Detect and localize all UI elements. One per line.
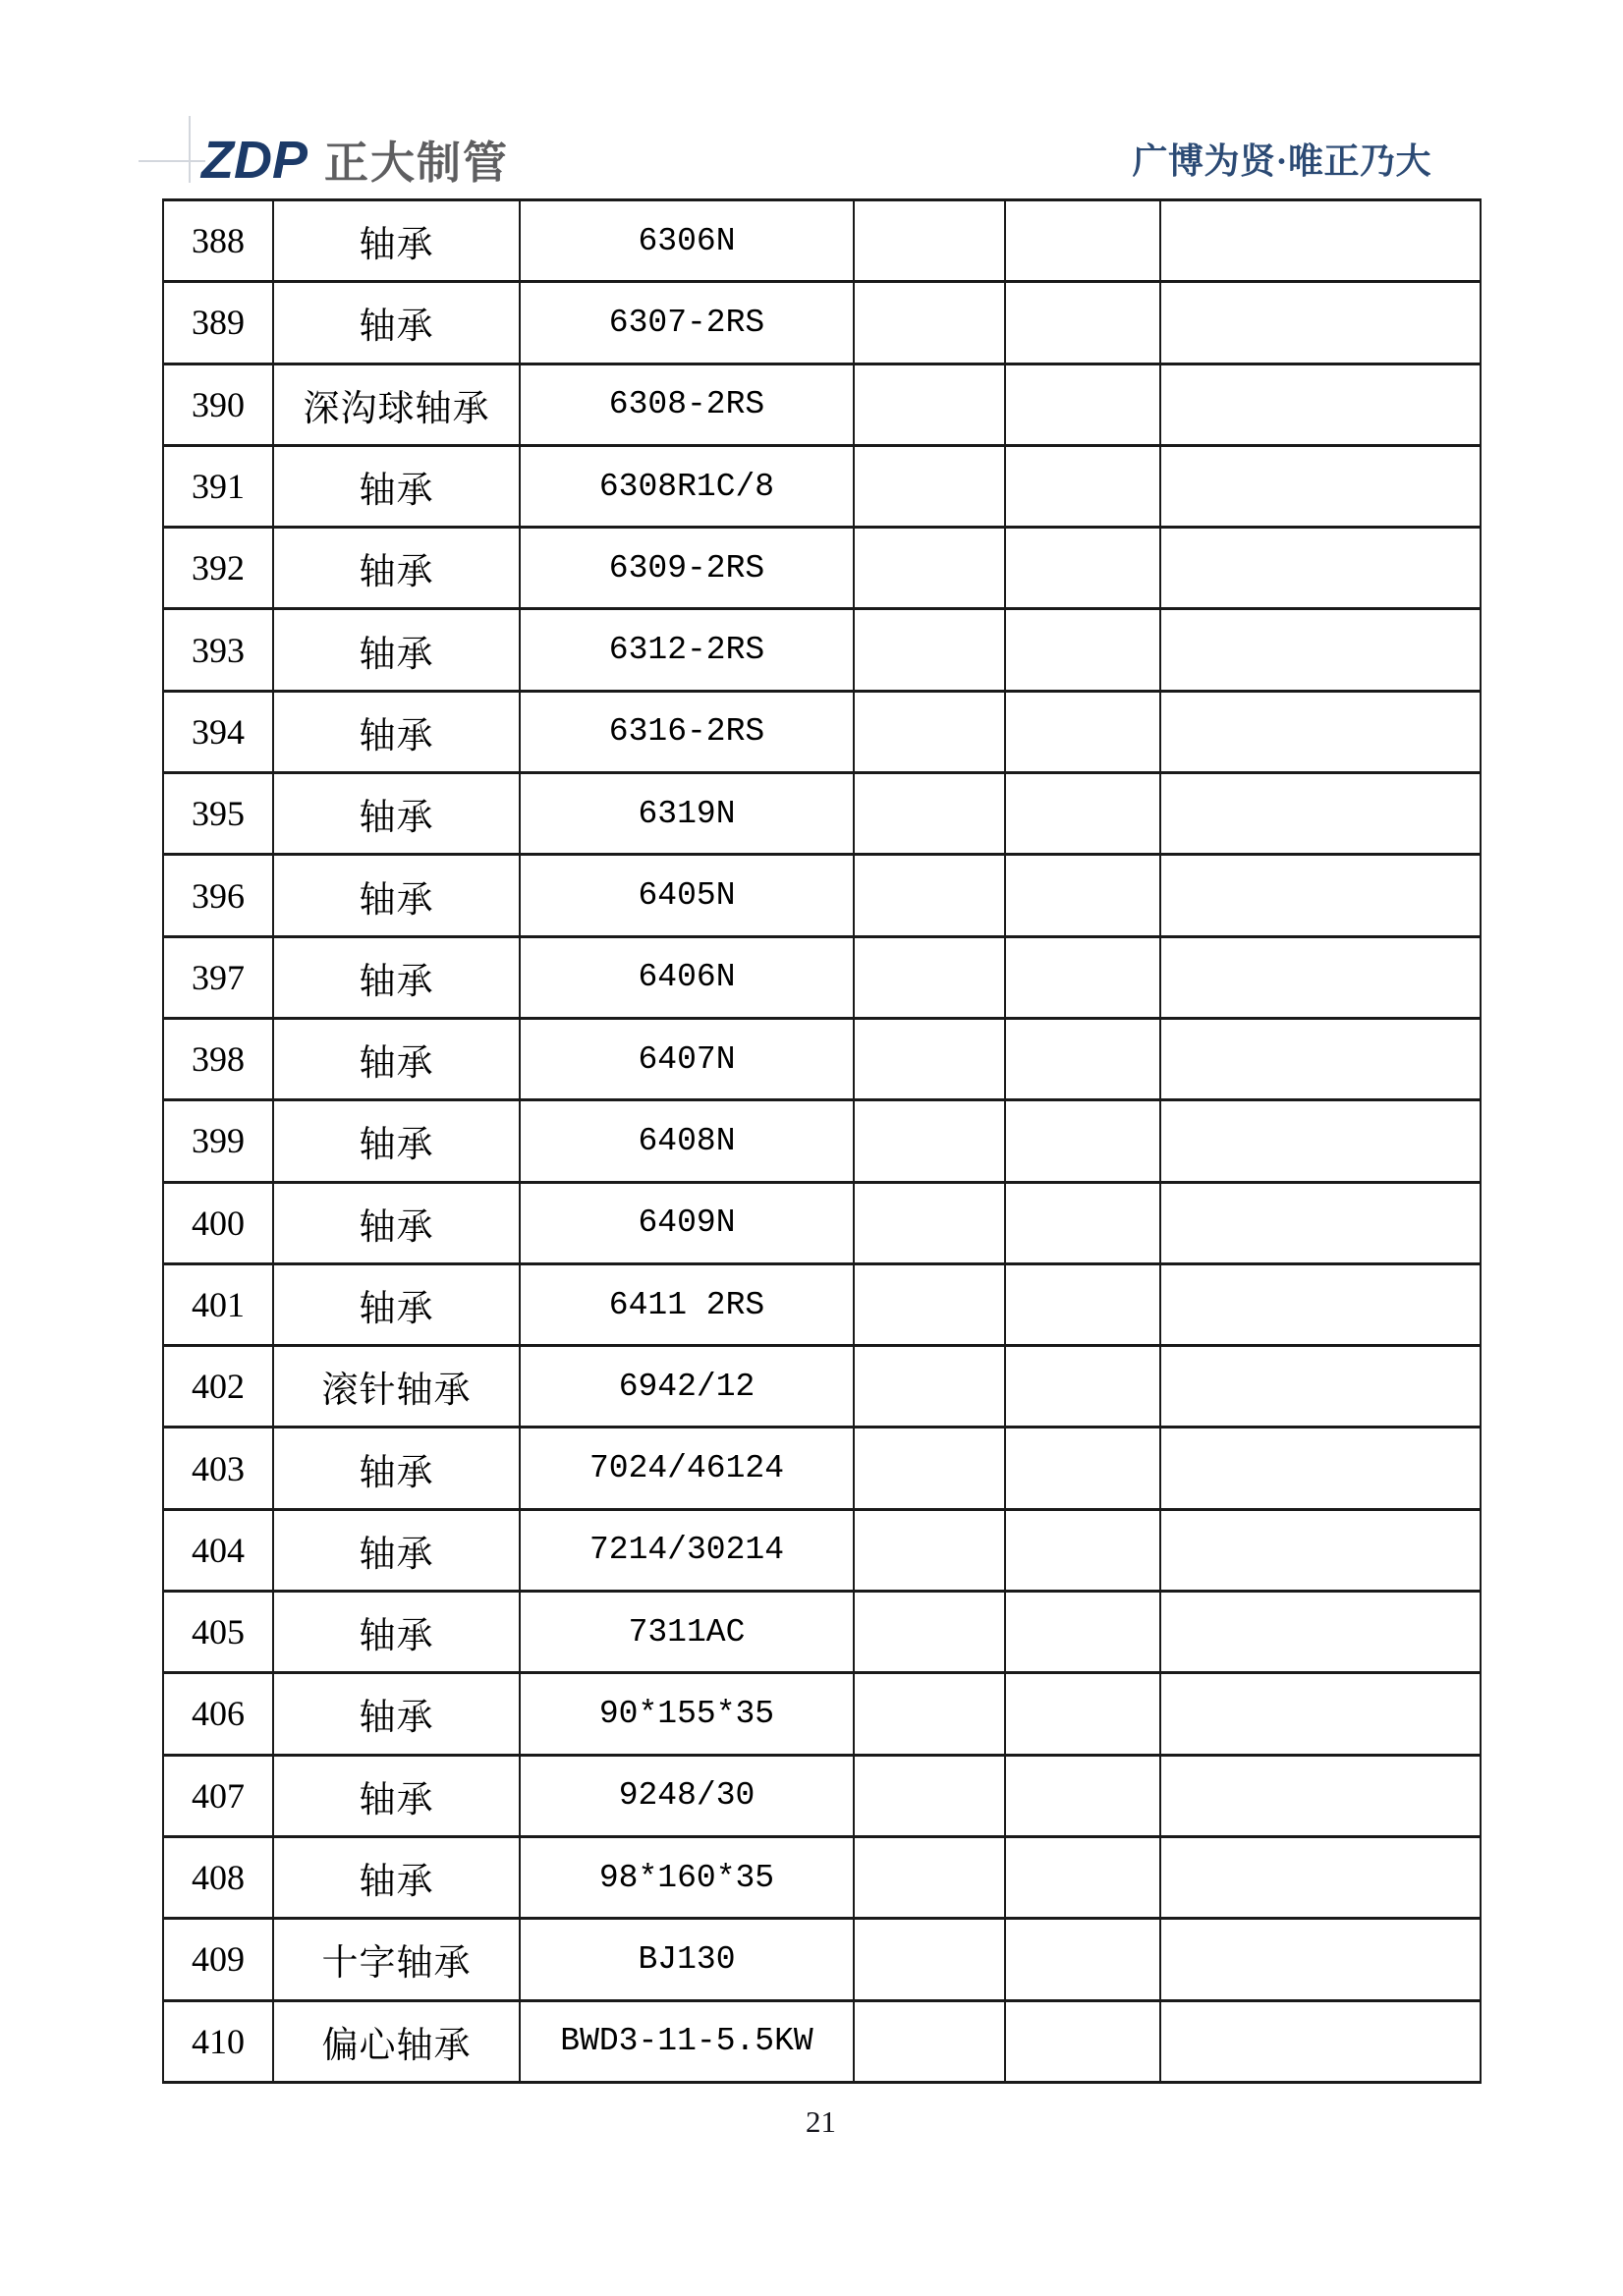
spec-cell: BWD3-11-5.5KW bbox=[520, 2000, 854, 2082]
empty-cell-1 bbox=[854, 1182, 1005, 1263]
table-row bbox=[163, 1509, 1481, 1591]
table-row bbox=[163, 364, 1481, 445]
empty-cell-1 bbox=[854, 364, 1005, 445]
row-number-cell: 410 bbox=[163, 2000, 273, 2082]
spec-cell: 6308R1C/8 bbox=[520, 445, 854, 527]
empty-cell-3 bbox=[1160, 773, 1481, 855]
empty-cell-2 bbox=[1005, 1919, 1160, 2000]
empty-cell-3 bbox=[1160, 609, 1481, 691]
table-row bbox=[163, 1182, 1481, 1263]
logo-guide-mark-vertical bbox=[189, 116, 191, 183]
empty-cell-1 bbox=[854, 855, 1005, 936]
empty-cell-1 bbox=[854, 282, 1005, 364]
part-name-cell: 轴承 bbox=[273, 1182, 520, 1263]
empty-cell-3 bbox=[1160, 1100, 1481, 1182]
logo-zdp-text: ZDP bbox=[201, 131, 308, 191]
row-number-cell: 390 bbox=[163, 364, 273, 445]
spec-cell: 9248/30 bbox=[520, 1755, 854, 1836]
spec-cell: 6312-2RS bbox=[520, 609, 854, 691]
empty-cell-1 bbox=[854, 609, 1005, 691]
row-number-cell: 403 bbox=[163, 1428, 273, 1509]
empty-cell-2 bbox=[1005, 528, 1160, 609]
empty-cell-3 bbox=[1160, 1919, 1481, 2000]
spec-cell: 6407N bbox=[520, 1018, 854, 1099]
spec-cell: 6405N bbox=[520, 855, 854, 936]
empty-cell-2 bbox=[1005, 1018, 1160, 1099]
empty-cell-2 bbox=[1005, 364, 1160, 445]
part-name-cell: 轴承 bbox=[273, 1755, 520, 1836]
empty-cell-1 bbox=[854, 528, 1005, 609]
spec-cell: 6306N bbox=[520, 200, 854, 282]
part-name-cell: 轴承 bbox=[273, 528, 520, 609]
empty-cell-1 bbox=[854, 1592, 1005, 1673]
spec-cell: BJ130 bbox=[520, 1919, 854, 2000]
table-row bbox=[163, 282, 1481, 364]
table-row bbox=[163, 200, 1481, 282]
empty-cell-2 bbox=[1005, 1592, 1160, 1673]
spec-cell: 6309-2RS bbox=[520, 528, 854, 609]
empty-cell-2 bbox=[1005, 200, 1160, 282]
part-name-cell: 偏心轴承 bbox=[273, 2000, 520, 2082]
empty-cell-3 bbox=[1160, 691, 1481, 772]
part-name-cell: 轴承 bbox=[273, 282, 520, 364]
empty-cell-3 bbox=[1160, 1018, 1481, 1099]
empty-cell-1 bbox=[854, 1509, 1005, 1591]
empty-cell-3 bbox=[1160, 2000, 1481, 2082]
table-row bbox=[163, 691, 1481, 772]
spec-cell: 6406N bbox=[520, 936, 854, 1018]
empty-cell-1 bbox=[854, 1428, 1005, 1509]
row-number-cell: 397 bbox=[163, 936, 273, 1018]
empty-cell-1 bbox=[854, 1755, 1005, 1836]
logo-company-name: 正大制管 bbox=[324, 138, 510, 189]
row-number-cell: 402 bbox=[163, 1346, 273, 1428]
row-number-cell: 405 bbox=[163, 1592, 273, 1673]
empty-cell-3 bbox=[1160, 364, 1481, 445]
table-row bbox=[163, 2000, 1481, 2082]
part-name-cell: 轴承 bbox=[273, 200, 520, 282]
row-number-cell: 394 bbox=[163, 691, 273, 772]
parts-table-body bbox=[163, 200, 1481, 2083]
empty-cell-3 bbox=[1160, 1592, 1481, 1673]
part-name-cell: 轴承 bbox=[273, 773, 520, 855]
empty-cell-1 bbox=[854, 691, 1005, 772]
spec-cell: 6942/12 bbox=[520, 1346, 854, 1428]
company-slogan: 广博为贤·唯正乃大 bbox=[1132, 141, 1431, 181]
row-number-cell: 398 bbox=[163, 1018, 273, 1099]
part-name-cell: 轴承 bbox=[273, 855, 520, 936]
empty-cell-3 bbox=[1160, 1346, 1481, 1428]
row-number-cell: 399 bbox=[163, 1100, 273, 1182]
row-number-cell: 409 bbox=[163, 1919, 273, 2000]
empty-cell-3 bbox=[1160, 1182, 1481, 1263]
empty-cell-1 bbox=[854, 1836, 1005, 1918]
part-name-cell: 轴承 bbox=[273, 691, 520, 772]
part-name-cell: 轴承 bbox=[273, 1428, 520, 1509]
row-number-cell: 400 bbox=[163, 1182, 273, 1263]
logo-guide-mark-horizontal bbox=[139, 160, 205, 162]
empty-cell-2 bbox=[1005, 282, 1160, 364]
empty-cell-1 bbox=[854, 445, 1005, 527]
empty-cell-2 bbox=[1005, 855, 1160, 936]
empty-cell-3 bbox=[1160, 936, 1481, 1018]
spec-cell: 6411 2RS bbox=[520, 1263, 854, 1345]
page-number: 21 bbox=[806, 2104, 836, 2139]
empty-cell-3 bbox=[1160, 855, 1481, 936]
empty-cell-1 bbox=[854, 1263, 1005, 1345]
empty-cell-2 bbox=[1005, 1100, 1160, 1182]
empty-cell-2 bbox=[1005, 1673, 1160, 1755]
part-name-cell: 轴承 bbox=[273, 1509, 520, 1591]
company-logo bbox=[201, 131, 510, 191]
row-number-cell: 401 bbox=[163, 1263, 273, 1345]
empty-cell-2 bbox=[1005, 1182, 1160, 1263]
row-number-cell: 395 bbox=[163, 773, 273, 855]
table-row bbox=[163, 1100, 1481, 1182]
table-row bbox=[163, 855, 1481, 936]
spec-cell: 90*155*35 bbox=[520, 1673, 854, 1755]
empty-cell-2 bbox=[1005, 1428, 1160, 1509]
empty-cell-2 bbox=[1005, 2000, 1160, 2082]
table-row bbox=[163, 773, 1481, 855]
part-name-cell: 十字轴承 bbox=[273, 1919, 520, 2000]
empty-cell-2 bbox=[1005, 1263, 1160, 1345]
spec-cell: 6409N bbox=[520, 1182, 854, 1263]
empty-cell-3 bbox=[1160, 528, 1481, 609]
empty-cell-3 bbox=[1160, 1428, 1481, 1509]
table-row bbox=[163, 936, 1481, 1018]
empty-cell-3 bbox=[1160, 1263, 1481, 1345]
spec-cell: 98*160*35 bbox=[520, 1836, 854, 1918]
spec-cell: 6316-2RS bbox=[520, 691, 854, 772]
row-number-cell: 407 bbox=[163, 1755, 273, 1836]
empty-cell-3 bbox=[1160, 282, 1481, 364]
spec-cell: 6308-2RS bbox=[520, 364, 854, 445]
empty-cell-3 bbox=[1160, 1673, 1481, 1755]
empty-cell-1 bbox=[854, 1018, 1005, 1099]
empty-cell-1 bbox=[854, 1919, 1005, 2000]
empty-cell-2 bbox=[1005, 936, 1160, 1018]
table-row bbox=[163, 1263, 1481, 1345]
part-name-cell: 轴承 bbox=[273, 1263, 520, 1345]
row-number-cell: 408 bbox=[163, 1836, 273, 1918]
empty-cell-3 bbox=[1160, 1509, 1481, 1591]
spec-cell: 7214/30214 bbox=[520, 1509, 854, 1591]
empty-cell-3 bbox=[1160, 1755, 1481, 1836]
part-name-cell: 轴承 bbox=[273, 1836, 520, 1918]
empty-cell-2 bbox=[1005, 691, 1160, 772]
row-number-cell: 396 bbox=[163, 855, 273, 936]
spec-cell: 6319N bbox=[520, 773, 854, 855]
row-number-cell: 393 bbox=[163, 609, 273, 691]
table-row bbox=[163, 528, 1481, 609]
table-row bbox=[163, 1919, 1481, 2000]
empty-cell-2 bbox=[1005, 1509, 1160, 1591]
table-row bbox=[163, 445, 1481, 527]
empty-cell-2 bbox=[1005, 445, 1160, 527]
empty-cell-2 bbox=[1005, 773, 1160, 855]
table-row bbox=[163, 1018, 1481, 1099]
empty-cell-3 bbox=[1160, 1836, 1481, 1918]
part-name-cell: 深沟球轴承 bbox=[273, 364, 520, 445]
empty-cell-1 bbox=[854, 200, 1005, 282]
row-number-cell: 406 bbox=[163, 1673, 273, 1755]
part-name-cell: 轴承 bbox=[273, 1673, 520, 1755]
table-row bbox=[163, 1428, 1481, 1509]
spec-cell: 6307-2RS bbox=[520, 282, 854, 364]
empty-cell-2 bbox=[1005, 1836, 1160, 1918]
empty-cell-2 bbox=[1005, 609, 1160, 691]
empty-cell-2 bbox=[1005, 1346, 1160, 1428]
parts-table bbox=[162, 198, 1482, 2084]
table-row bbox=[163, 1346, 1481, 1428]
row-number-cell: 392 bbox=[163, 528, 273, 609]
empty-cell-1 bbox=[854, 1100, 1005, 1182]
empty-cell-1 bbox=[854, 936, 1005, 1018]
row-number-cell: 388 bbox=[163, 200, 273, 282]
table-row bbox=[163, 1755, 1481, 1836]
part-name-cell: 轴承 bbox=[273, 445, 520, 527]
row-number-cell: 391 bbox=[163, 445, 273, 527]
part-name-cell: 轴承 bbox=[273, 936, 520, 1018]
part-name-cell: 轴承 bbox=[273, 1100, 520, 1182]
row-number-cell: 389 bbox=[163, 282, 273, 364]
empty-cell-3 bbox=[1160, 445, 1481, 527]
spec-cell: 7024/46124 bbox=[520, 1428, 854, 1509]
table-row bbox=[163, 1592, 1481, 1673]
table-row bbox=[163, 609, 1481, 691]
table-row bbox=[163, 1673, 1481, 1755]
spec-cell: 7311AC bbox=[520, 1592, 854, 1673]
row-number-cell: 404 bbox=[163, 1509, 273, 1591]
spec-cell: 6408N bbox=[520, 1100, 854, 1182]
part-name-cell: 轴承 bbox=[273, 1018, 520, 1099]
empty-cell-1 bbox=[854, 1673, 1005, 1755]
empty-cell-1 bbox=[854, 1346, 1005, 1428]
table-row bbox=[163, 1836, 1481, 1918]
empty-cell-1 bbox=[854, 2000, 1005, 2082]
empty-cell-1 bbox=[854, 773, 1005, 855]
empty-cell-3 bbox=[1160, 200, 1481, 282]
empty-cell-2 bbox=[1005, 1755, 1160, 1836]
part-name-cell: 轴承 bbox=[273, 609, 520, 691]
part-name-cell: 滚针轴承 bbox=[273, 1346, 520, 1428]
part-name-cell: 轴承 bbox=[273, 1592, 520, 1673]
